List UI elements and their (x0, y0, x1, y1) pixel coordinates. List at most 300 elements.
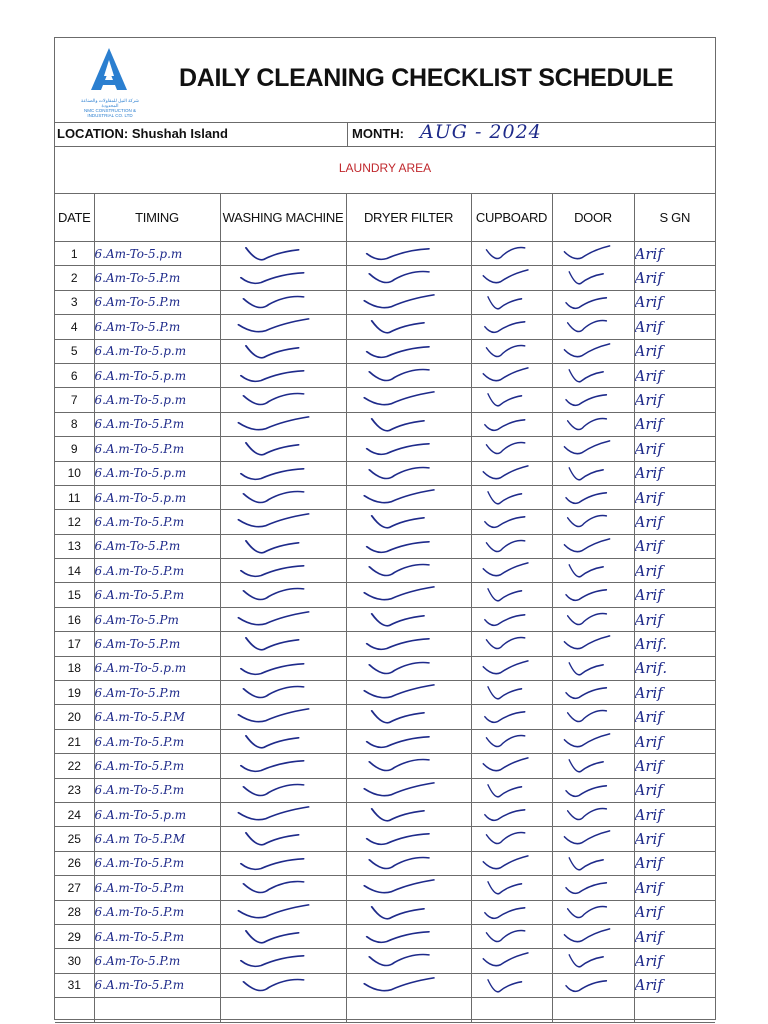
washing-machine-cell (220, 534, 346, 558)
checkmark-icon (472, 364, 552, 387)
door-cell (552, 363, 634, 387)
checkmark-icon (221, 340, 346, 363)
timing-cell: 6.Am-To-5.P.m (94, 290, 220, 314)
checkmark-icon (553, 315, 634, 338)
checkmark-icon (221, 852, 346, 875)
cupboard-cell (471, 729, 552, 753)
area-label: LAUNDRY AREA (338, 161, 432, 175)
door-cell (552, 607, 634, 631)
checkmark-icon (472, 803, 552, 826)
table-row (55, 534, 715, 558)
cupboard-cell (471, 388, 552, 412)
checkmark-icon (553, 266, 634, 289)
cupboard-cell (471, 851, 552, 875)
sign-cell: Arif (634, 290, 715, 314)
checkmark-icon (347, 462, 471, 485)
door-cell (552, 461, 634, 485)
sign-cell: Arif (634, 900, 715, 924)
door-cell (552, 315, 634, 339)
dryer-filter-cell (346, 851, 471, 875)
washing-machine-cell (220, 851, 346, 875)
date-cell: 13 (55, 534, 94, 558)
table-row (55, 510, 715, 534)
checkmark-icon (221, 632, 346, 655)
cupboard-cell (471, 583, 552, 607)
checkmark-icon (221, 827, 346, 850)
date-cell: 26 (55, 851, 94, 875)
col-header-timing: TIMING (94, 193, 220, 242)
door-cell (552, 266, 634, 290)
washing-machine-cell (220, 754, 346, 778)
checkmark-icon (221, 486, 346, 509)
sign-cell: Arif (634, 510, 715, 534)
date-cell: 31 (55, 973, 94, 997)
sign-cell: Arif (634, 851, 715, 875)
month-cell (347, 122, 716, 146)
date-cell: 17 (55, 632, 94, 656)
checkmark-icon (221, 803, 346, 826)
checkmark-icon (553, 291, 634, 314)
company-logo (79, 46, 139, 118)
date-cell: 9 (55, 437, 94, 461)
checkmark-icon (347, 364, 471, 387)
door-cell (552, 973, 634, 997)
door-cell (552, 412, 634, 436)
date-cell: 15 (55, 583, 94, 607)
sign-cell: Arif (634, 363, 715, 387)
sign-cell: Arif. (634, 632, 715, 656)
timing-cell: 6.A.m-To-5.P.m (94, 437, 220, 461)
location-month-row (55, 122, 715, 147)
cupboard-cell (471, 607, 552, 631)
dryer-filter-cell (346, 632, 471, 656)
table-row (55, 973, 715, 997)
checkmark-icon (472, 681, 552, 704)
table-row (55, 900, 715, 924)
cupboard-cell (471, 705, 552, 729)
sign-cell: Arif (634, 437, 715, 461)
door-cell (552, 583, 634, 607)
checkmark-icon (553, 925, 634, 948)
date-cell: 5 (55, 339, 94, 363)
checkmark-icon (472, 413, 552, 436)
checkmark-icon (472, 632, 552, 655)
checkmark-icon (347, 705, 471, 728)
sign-cell: Arif (634, 729, 715, 753)
cupboard-cell (471, 242, 552, 266)
checkmark-icon (347, 413, 471, 436)
door-cell (552, 705, 634, 729)
dryer-filter-cell (346, 949, 471, 973)
checkmark-icon (221, 462, 346, 485)
checkmark-icon (221, 657, 346, 680)
dryer-filter-cell (346, 876, 471, 900)
checkmark-icon (221, 535, 346, 558)
timing-cell (94, 998, 220, 1022)
checkmark-icon (221, 779, 346, 802)
timing-cell: 6.Am-To-5.P.m (94, 315, 220, 339)
timing-cell: 6.A.m-To-5.P.m (94, 924, 220, 948)
table-header-row (55, 193, 715, 242)
checkmark-icon (347, 803, 471, 826)
table-body (55, 242, 715, 1023)
washing-machine-cell (220, 900, 346, 924)
cupboard-cell (471, 461, 552, 485)
table-row (55, 754, 715, 778)
checkmark-icon (472, 510, 552, 533)
checkmark-icon (472, 388, 552, 411)
checkmark-icon (347, 681, 471, 704)
checkmark-icon (347, 340, 471, 363)
dryer-filter-cell (346, 900, 471, 924)
checkmark-icon (553, 437, 634, 460)
checkmark-icon (553, 949, 634, 972)
checkmark-icon (221, 925, 346, 948)
sign-cell: Arif (634, 973, 715, 997)
checkmark-icon (347, 876, 471, 899)
checkmark-icon (472, 486, 552, 509)
sign-cell: Arif (634, 802, 715, 826)
washing-machine-cell (220, 388, 346, 412)
checkmark-icon (472, 291, 552, 314)
checkmark-icon (347, 388, 471, 411)
door-cell (552, 924, 634, 948)
checkmark-icon (553, 559, 634, 582)
dryer-filter-cell (346, 363, 471, 387)
door-cell (552, 388, 634, 412)
checkmark-icon (221, 510, 346, 533)
timing-cell: 6.Am-To-5.P.m (94, 266, 220, 290)
timing-cell: 6.A.m-To-5.P.m (94, 559, 220, 583)
checkmark-icon (347, 315, 471, 338)
timing-cell: 6.A.m-To-5.p.m (94, 802, 220, 826)
checkmark-icon (553, 901, 634, 924)
dryer-filter-cell (346, 412, 471, 436)
door-cell (552, 876, 634, 900)
timing-cell: 6.Am-To-5.P.m (94, 949, 220, 973)
door-cell (552, 632, 634, 656)
cupboard-cell (471, 900, 552, 924)
dryer-filter-cell (346, 266, 471, 290)
checkmark-icon (347, 632, 471, 655)
checkmark-icon (553, 705, 634, 728)
timing-cell: 6.A.m-To-5.P.m (94, 729, 220, 753)
date-cell: 27 (55, 876, 94, 900)
table-row (55, 485, 715, 509)
door-cell (552, 485, 634, 509)
date-cell: 16 (55, 607, 94, 631)
date-cell: 7 (55, 388, 94, 412)
cupboard-cell (471, 534, 552, 558)
timing-cell: 6.Am-To-5.P.m (94, 534, 220, 558)
dryer-filter-cell (346, 778, 471, 802)
checkmark-icon (347, 949, 471, 972)
door-cell (552, 778, 634, 802)
cupboard-cell (471, 266, 552, 290)
washing-machine-cell (220, 656, 346, 680)
checkmark-icon (347, 730, 471, 753)
checkmark-icon (347, 242, 471, 265)
dryer-filter-cell (346, 827, 471, 851)
door-cell (552, 949, 634, 973)
checkmark-icon (472, 754, 552, 777)
dryer-filter-cell (346, 510, 471, 534)
sign-cell: Arif (634, 876, 715, 900)
checkmark-icon (347, 754, 471, 777)
washing-machine-cell (220, 266, 346, 290)
date-cell: 23 (55, 778, 94, 802)
checkmark-icon (221, 974, 346, 997)
dryer-filter-cell (346, 315, 471, 339)
sign-cell: Arif (634, 949, 715, 973)
table-row (55, 705, 715, 729)
checkmark-icon (553, 779, 634, 802)
date-cell: 6 (55, 363, 94, 387)
checkmark-icon (553, 730, 634, 753)
door-cell (552, 900, 634, 924)
door-cell (552, 729, 634, 753)
date-cell: 24 (55, 802, 94, 826)
checkmark-icon (347, 852, 471, 875)
checkmark-icon (472, 340, 552, 363)
date-cell: 18 (55, 656, 94, 680)
date-cell: 20 (55, 705, 94, 729)
timing-cell: 6.A.m-To-5.P.m (94, 583, 220, 607)
washing-machine-cell (220, 412, 346, 436)
cupboard-cell (471, 924, 552, 948)
checkmark-icon (553, 364, 634, 387)
table-row (55, 632, 715, 656)
sign-cell: Arif. (634, 656, 715, 680)
checkmark-icon (347, 974, 471, 997)
checklist-table (55, 193, 715, 1023)
washing-machine-cell (220, 705, 346, 729)
cupboard-cell (471, 510, 552, 534)
sign-cell: Arif (634, 924, 715, 948)
checkmark-icon (221, 949, 346, 972)
timing-cell: 6.Am-To-5.P.m (94, 681, 220, 705)
checkmark-icon (472, 949, 552, 972)
dryer-filter-cell (346, 437, 471, 461)
date-cell: 2 (55, 266, 94, 290)
date-cell (55, 998, 94, 1022)
checkmark-icon (553, 681, 634, 704)
table-row (55, 242, 715, 266)
dryer-filter-cell (346, 973, 471, 997)
washing-machine-cell (220, 607, 346, 631)
date-cell: 30 (55, 949, 94, 973)
door-cell (552, 754, 634, 778)
logo-caption (79, 98, 141, 118)
checkmark-icon (553, 462, 634, 485)
timing-cell: 6.A.m-To-5.P.m (94, 876, 220, 900)
logo-caption-arabic: شركة النيل للمقاولات والصناعة المحدودة (81, 98, 139, 108)
door-cell (552, 802, 634, 826)
date-cell: 28 (55, 900, 94, 924)
table-row (55, 339, 715, 363)
sign-cell (634, 998, 715, 1022)
date-cell: 29 (55, 924, 94, 948)
cupboard-cell (471, 656, 552, 680)
checkmark-icon (472, 730, 552, 753)
checkmark-icon (347, 510, 471, 533)
checkmark-icon (347, 901, 471, 924)
checkmark-icon (553, 632, 634, 655)
checkmark-icon (553, 242, 634, 265)
sign-cell: Arif (634, 559, 715, 583)
table-row (55, 851, 715, 875)
timing-cell: 6.A.m-To-5.p.m (94, 339, 220, 363)
cupboard-cell (471, 876, 552, 900)
dryer-filter-cell (346, 559, 471, 583)
col-header-cupboard: CUPBOARD (471, 193, 552, 242)
timing-cell: 6.A.m-To-5.p.m (94, 363, 220, 387)
checkmark-icon (553, 754, 634, 777)
checkmark-icon (553, 803, 634, 826)
timing-cell: 6.A.m-To-5.P.m (94, 510, 220, 534)
cupboard-cell (471, 973, 552, 997)
washing-machine-cell (220, 242, 346, 266)
timing-cell: 6.A.m To-5.P.M (94, 827, 220, 851)
date-cell: 1 (55, 242, 94, 266)
checkmark-icon (472, 657, 552, 680)
dryer-filter-cell (346, 583, 471, 607)
company-triangle-logo-icon (89, 46, 129, 94)
checkmark-icon (472, 608, 552, 631)
table-row (55, 802, 715, 826)
checkmark-icon (553, 486, 634, 509)
month-value: AUG - 2024 (420, 121, 542, 143)
checkmark-icon (472, 462, 552, 485)
cupboard-cell (471, 949, 552, 973)
checkmark-icon (472, 437, 552, 460)
checkmark-icon (347, 535, 471, 558)
cupboard-cell (471, 681, 552, 705)
date-cell: 22 (55, 754, 94, 778)
door-cell (552, 656, 634, 680)
table-row (55, 315, 715, 339)
checkmark-icon (553, 510, 634, 533)
cupboard-cell (471, 412, 552, 436)
door-cell (552, 339, 634, 363)
sign-cell: Arif (634, 339, 715, 363)
table-row (55, 266, 715, 290)
sign-cell: Arif (634, 681, 715, 705)
cupboard-cell (471, 339, 552, 363)
checkmark-icon (553, 388, 634, 411)
checkmark-icon (472, 705, 552, 728)
cupboard-cell (471, 485, 552, 509)
checkmark-icon (553, 340, 634, 363)
washing-machine-cell (220, 973, 346, 997)
timing-cell: 6.A.m-To-5.P.m (94, 851, 220, 875)
checkmark-icon (221, 437, 346, 460)
table-row (55, 729, 715, 753)
date-cell: 11 (55, 485, 94, 509)
date-cell: 12 (55, 510, 94, 534)
checkmark-icon (472, 852, 552, 875)
door-cell (552, 851, 634, 875)
dryer-filter-cell (346, 924, 471, 948)
sign-cell: Arif (634, 778, 715, 802)
table-row (55, 437, 715, 461)
dryer-filter-cell (346, 485, 471, 509)
checkmark-icon (221, 388, 346, 411)
checkmark-icon (472, 315, 552, 338)
sign-cell: Arif (634, 242, 715, 266)
checkmark-icon (221, 559, 346, 582)
cupboard-cell (471, 778, 552, 802)
washing-machine-cell (220, 510, 346, 534)
dryer-filter-cell (346, 534, 471, 558)
checkmark-icon (553, 876, 634, 899)
area-row (55, 146, 715, 194)
checkmark-icon (347, 266, 471, 289)
checkmark-icon (347, 827, 471, 850)
checkmark-icon (347, 486, 471, 509)
table-row (55, 827, 715, 851)
cupboard-cell (471, 754, 552, 778)
checkmark-icon (347, 608, 471, 631)
dryer-filter-cell (346, 705, 471, 729)
sign-cell: Arif (634, 315, 715, 339)
timing-cell: 6.Am-To-5.p.m (94, 242, 220, 266)
door-cell (552, 998, 634, 1022)
dryer-filter-cell (346, 729, 471, 753)
col-header-washing-machine: WASHING MACHINE (220, 193, 346, 242)
checkmark-icon (347, 437, 471, 460)
checkmark-icon (472, 925, 552, 948)
table-row (55, 461, 715, 485)
sign-cell: Arif (634, 827, 715, 851)
checkmark-icon (221, 583, 346, 606)
washing-machine-cell (220, 827, 346, 851)
washing-machine-cell (220, 632, 346, 656)
table-row (55, 876, 715, 900)
dryer-filter-cell (346, 607, 471, 631)
dryer-filter-cell (346, 754, 471, 778)
col-header-dryer-filter: DRYER FILTER (346, 193, 471, 242)
dryer-filter-cell (346, 681, 471, 705)
checkmark-icon (221, 291, 346, 314)
month-label: MONTH: (352, 126, 404, 141)
washing-machine-cell (220, 485, 346, 509)
checkmark-icon (221, 876, 346, 899)
door-cell (552, 681, 634, 705)
timing-cell: 6.A.m-To-5.p.m (94, 388, 220, 412)
checkmark-icon (472, 559, 552, 582)
checkmark-icon (221, 242, 346, 265)
dryer-filter-cell (346, 388, 471, 412)
table-row (55, 607, 715, 631)
checkmark-icon (472, 827, 552, 850)
logo-caption-english: NMC CONSTRUCTION & INDUSTRIAL CO. LTD (84, 108, 136, 118)
timing-cell: 6.Am-To-5.P.m (94, 632, 220, 656)
washing-machine-cell (220, 583, 346, 607)
checkmark-icon (553, 535, 634, 558)
cupboard-cell (471, 998, 552, 1022)
col-header-door: DOOR (552, 193, 634, 242)
timing-cell: 6.A.m-To-5.p.m (94, 461, 220, 485)
checkmark-icon (347, 657, 471, 680)
dryer-filter-cell (346, 656, 471, 680)
washing-machine-cell (220, 778, 346, 802)
sign-cell: Arif (634, 485, 715, 509)
table-row (55, 998, 715, 1022)
table-row (55, 412, 715, 436)
checkmark-icon (221, 901, 346, 924)
cupboard-cell (471, 363, 552, 387)
